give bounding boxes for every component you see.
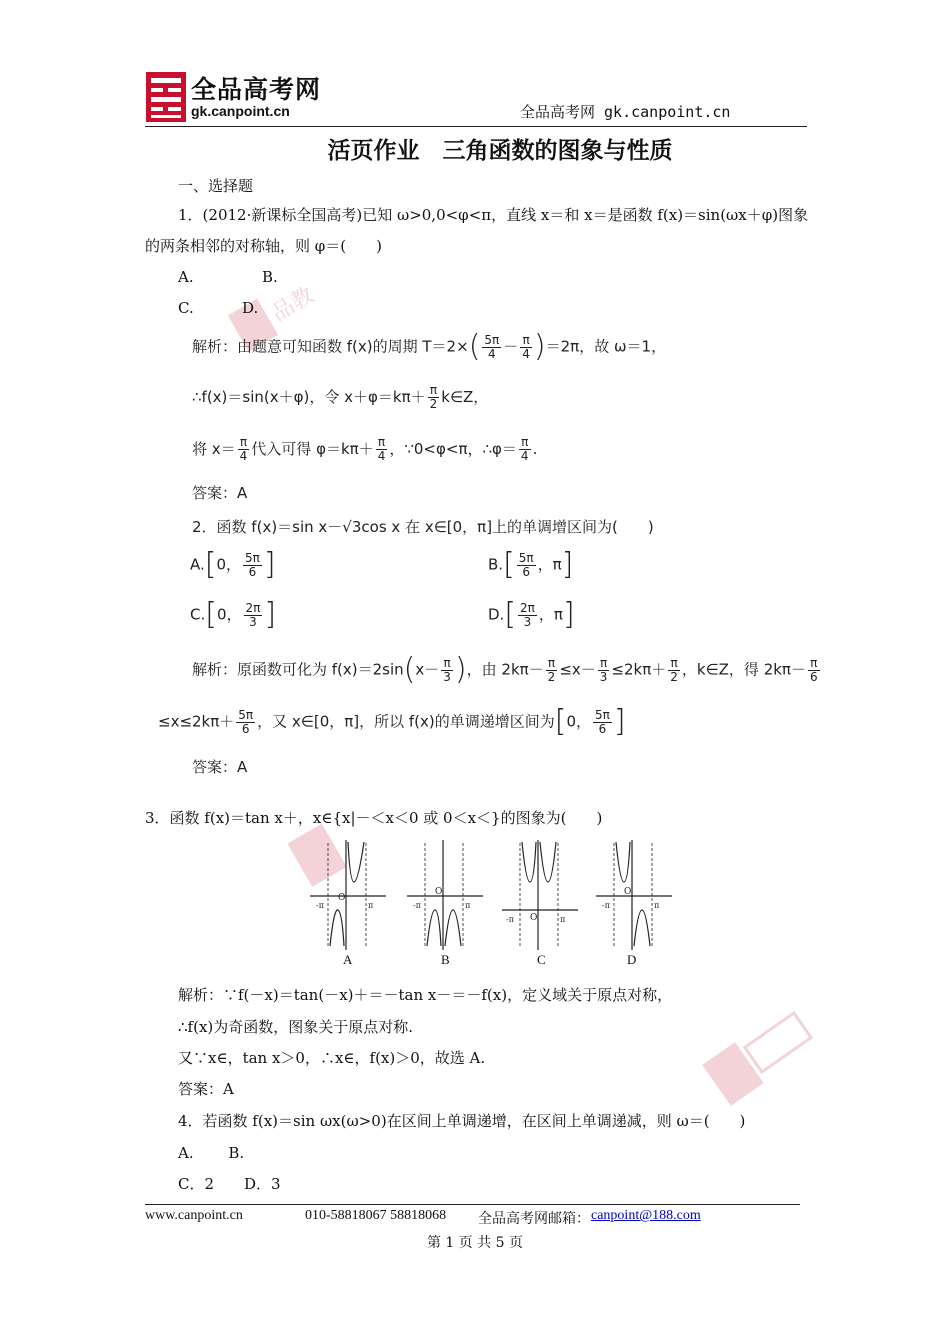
footer-divider	[145, 1204, 800, 1205]
footer-mail-label: 全品高考网邮箱：	[478, 1212, 590, 1227]
q1-solution-line2: ∴f(x)＝sin(x＋φ)，令 x＋φ＝kπ＋ $\frac{\pi}{2}$ k∈Z，	[192, 383, 489, 411]
q3-answer: 答案：A	[178, 1080, 234, 1098]
footer-mail-link[interactable]: canpoint@188.com	[591, 1208, 701, 1223]
page-title: 活页作业 三角函数的图象与性质	[327, 138, 673, 164]
graph-label-d: D	[627, 952, 637, 967]
q4-options-cd: C．2 D．3	[178, 1175, 281, 1193]
svg-text:O: O	[435, 887, 443, 897]
q2-option-b: B.[ $\frac{5\pi}{6}$ ，π]	[488, 547, 574, 582]
q1-solution-line1: 解析：由题意可知函数 f(x)的周期 T＝2×( $\frac{5\pi}{4}$ － $\frac{\pi}{4}$ )＝2π，故 ω＝1，	[192, 329, 667, 364]
section-heading: 一、选择题	[178, 177, 254, 195]
logo-mark	[146, 72, 186, 122]
q1-option-b: B.	[262, 268, 278, 286]
q3-solution-line3: 又∵x∈，tan x＞0，∴x∈，f(x)＞0，故选 A.	[178, 1049, 486, 1067]
svg-text:品教: 品教	[267, 282, 319, 327]
graph-label-b: B	[441, 952, 450, 967]
watermark	[696, 977, 853, 1118]
svg-text:O: O	[624, 887, 632, 897]
svg-text:π: π	[465, 901, 471, 910]
q2-solution-line1: 解析：原函数可化为 f(x)＝2sin(x－ $\frac{\pi}{3}$ )，由 2kπ－ $\frac{\pi}{2}$ ≤x－ $\frac{\pi}{3}$ ≤2kπ＋ $\frac{\pi}{2}$ ，k∈Z，得 2kπ－ $\frac{\pi}{6}$	[192, 652, 818, 687]
graph-b	[405, 838, 485, 957]
header-divider	[145, 126, 807, 127]
q1-answer: 答案：A	[192, 484, 248, 502]
svg-text:π: π	[560, 915, 566, 924]
svg-text:π: π	[654, 901, 660, 910]
q2-answer: 答案：A	[192, 758, 248, 776]
svg-text:-π: -π	[602, 901, 610, 910]
q2-option-d: D.[ $\frac{2\pi}{3}$ ，π]	[488, 597, 575, 632]
footer-site: www.canpoint.cn	[145, 1208, 243, 1223]
q4-options-ab: A. B.	[178, 1144, 245, 1162]
svg-text:-π: -π	[506, 915, 514, 924]
svg-text:O: O	[530, 913, 538, 923]
svg-text:O: O	[338, 893, 346, 903]
q2-solution-line2: ≤x≤2kπ＋ $\frac{5\pi}{6}$ ，又 x∈[0，π]，所以 f(x)的单调递增区间为[0， $\frac{5\pi}{6}$ ]	[158, 704, 626, 739]
svg-text:-π: -π	[316, 901, 324, 910]
svg-text:π: π	[368, 901, 374, 910]
graph-d	[594, 838, 674, 957]
page-number: 第 1 页 共 5 页	[426, 1235, 524, 1251]
graph-a	[308, 838, 388, 957]
q1-option-c: C.	[178, 299, 194, 317]
q1-stem-line2: 的两条相邻的对称轴，则 φ＝( )	[145, 237, 382, 255]
logo-text: 全品高考网	[191, 75, 322, 104]
q1-option-a: A.	[178, 268, 194, 286]
svg-text:-π: -π	[413, 901, 421, 910]
q1-solution-line3: 将 x＝ $\frac{\pi}{4}$ 代入可得 φ＝kπ＋ $\frac{\pi}{4}$ ，∵0<φ<π，∴φ＝ $\frac{\pi}{4}$ .	[192, 435, 538, 463]
q1-option-d: D.	[242, 299, 259, 317]
q2-option-a: A.[0， $\frac{5\pi}{6}$ ]	[190, 547, 276, 582]
logo-url: gk.canpoint.cn	[191, 103, 290, 119]
header-site-text: 全品高考网 gk.canpoint.cn	[520, 103, 731, 121]
q2-option-c: C.[0， $\frac{2\pi}{3}$ ]	[190, 597, 277, 632]
footer-phone: 010-58818067 58818068	[305, 1208, 447, 1223]
q3-solution-line2: ∴f(x)为奇函数，图象关于原点对称.	[178, 1018, 414, 1036]
q3-solution-line1: 解析：∵f(－x)＝tan(－x)＋＝－tan x－＝－f(x)，定义域关于原点对称，	[178, 986, 673, 1004]
q1-stem-line1: 1．(2012·新课标全国高考)已知 ω>0,0<φ<π，直线 x＝和 x＝是函数 f(x)＝sin(ωx＋φ)图象	[178, 206, 809, 224]
q2-stem: 2．函数 f(x)＝sin x－√3cos x 在 x∈[0，π]上的单调增区间为( )	[192, 518, 654, 536]
q4-stem: 4．若函数 f(x)＝sin ωx(ω>0)在区间上单调递增，在区间上单调递减，则 ω＝( )	[178, 1112, 746, 1130]
graph-label-a: A	[343, 952, 353, 967]
q3-stem: 3．函数 f(x)＝tan x＋，x∈{x|－＜x＜0 或 0＜x＜}的图象为( )	[145, 809, 603, 827]
graph-c	[500, 838, 580, 957]
graph-label-c: C	[537, 952, 546, 967]
